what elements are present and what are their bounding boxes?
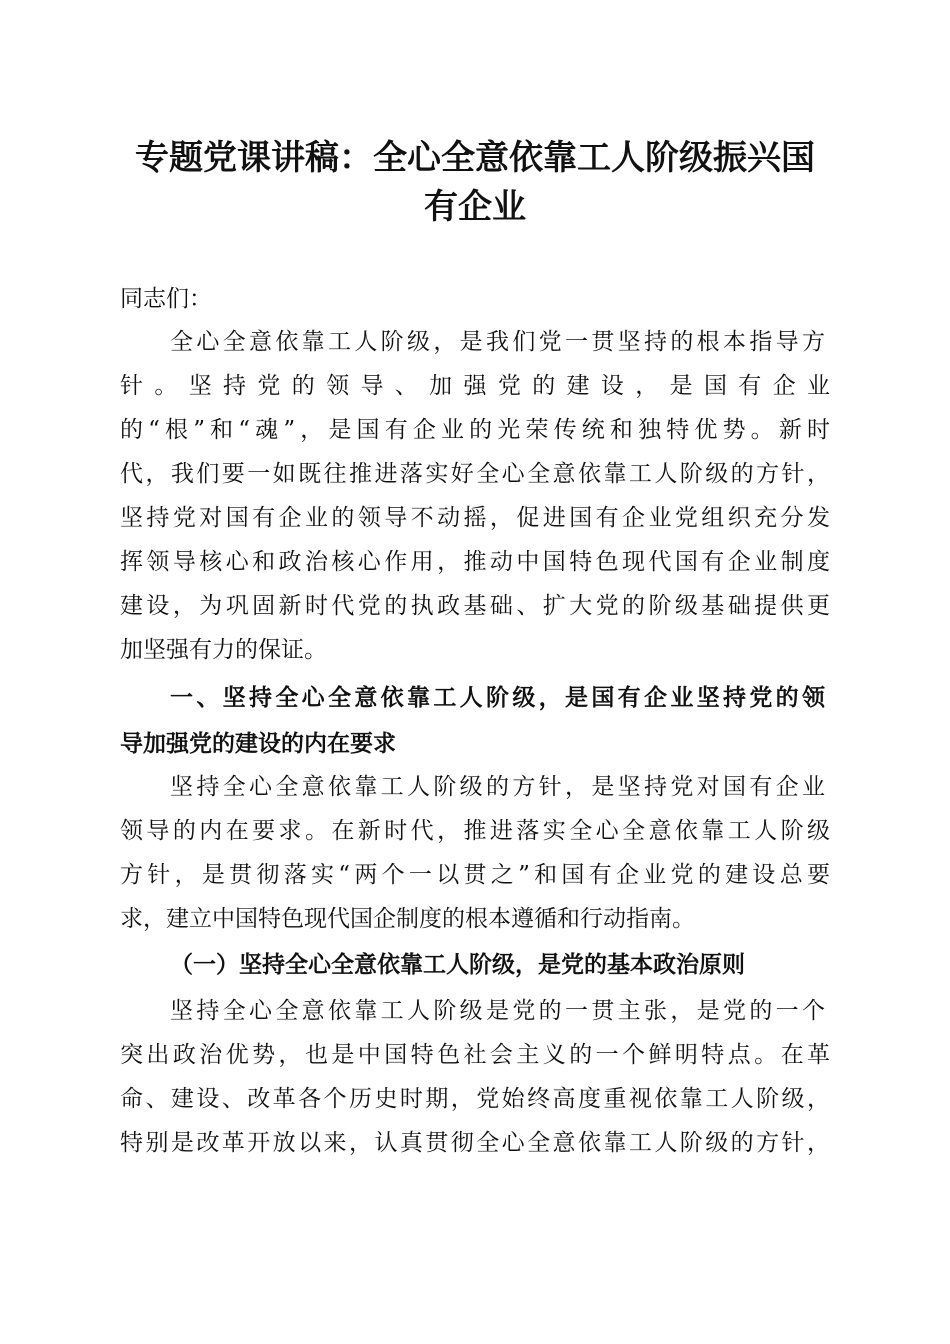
paragraph-2-line: 求，建立中国特色现代国企制度的根本遵循和行动指南。 <box>120 906 695 932</box>
salutation: 同志们： <box>120 286 212 312</box>
paragraph-3-line: 特别是改革开放以来，认真贯彻全心全意依靠工人阶级的方针， <box>120 1130 830 1156</box>
paragraph-1-line: 建设，为巩固新时代党的执政基础、扩大党的阶级基础提供更 <box>120 593 830 619</box>
paragraph-2-line: 方针，是贯彻落实“两个一以贯之”和国有企业党的建设总要 <box>120 862 830 888</box>
paragraph-1-line: 代，我们要一如既往推进落实好全心全意依靠工人阶级的方针， <box>120 461 830 487</box>
paragraph-2-line: 领导的内在要求。在新时代，推进落实全心全意依靠工人阶级 <box>120 818 830 844</box>
section-heading-line: 一、坚持全心全意依靠工人阶级，是国有企业坚持党的领 <box>170 685 825 711</box>
paragraph-1-line: 的“根”和“魂”，是国有企业的光荣传统和独特优势。新时 <box>120 417 830 443</box>
document-title-line-1: 专题党课讲稿：全心全意依靠工人阶级振兴国 <box>135 138 815 178</box>
paragraph-1-line: 坚持党对国有企业的领导不动摇，促进国有企业党组织充分发 <box>120 505 830 531</box>
paragraph-3-line: 命、建设、改革各个历史时期，党始终高度重视依靠工人阶级， <box>120 1086 830 1112</box>
paragraph-1-line: 针。坚持党的领导、加强党的建设，是国有企业 <box>120 373 830 399</box>
subsection-heading: （一）坚持全心全意依靠工人阶级，是党的基本政治原则 <box>170 951 745 978</box>
document-title-line-2: 有企业 <box>424 187 526 227</box>
paragraph-3-line: 坚持全心全意依靠工人阶级是党的一贯主张，是党的一个 <box>170 998 825 1024</box>
paragraph-1-line: 挥领导核心和政治核心作用，推动中国特色现代国有企业制度 <box>120 549 830 575</box>
paragraph-2-line: 坚持全心全意依靠工人阶级的方针，是坚持党对国有企业 <box>170 774 825 800</box>
section-heading-line: 导加强党的建设的内在要求 <box>120 731 396 757</box>
paragraph-3-line: 突出政治优势，也是中国特色社会主义的一个鲜明特点。在革 <box>120 1042 830 1068</box>
paragraph-1-line: 全心全意依靠工人阶级，是我们党一贯坚持的根本指导方 <box>170 329 825 355</box>
paragraph-1-line: 加坚强有力的保证。 <box>120 637 327 663</box>
